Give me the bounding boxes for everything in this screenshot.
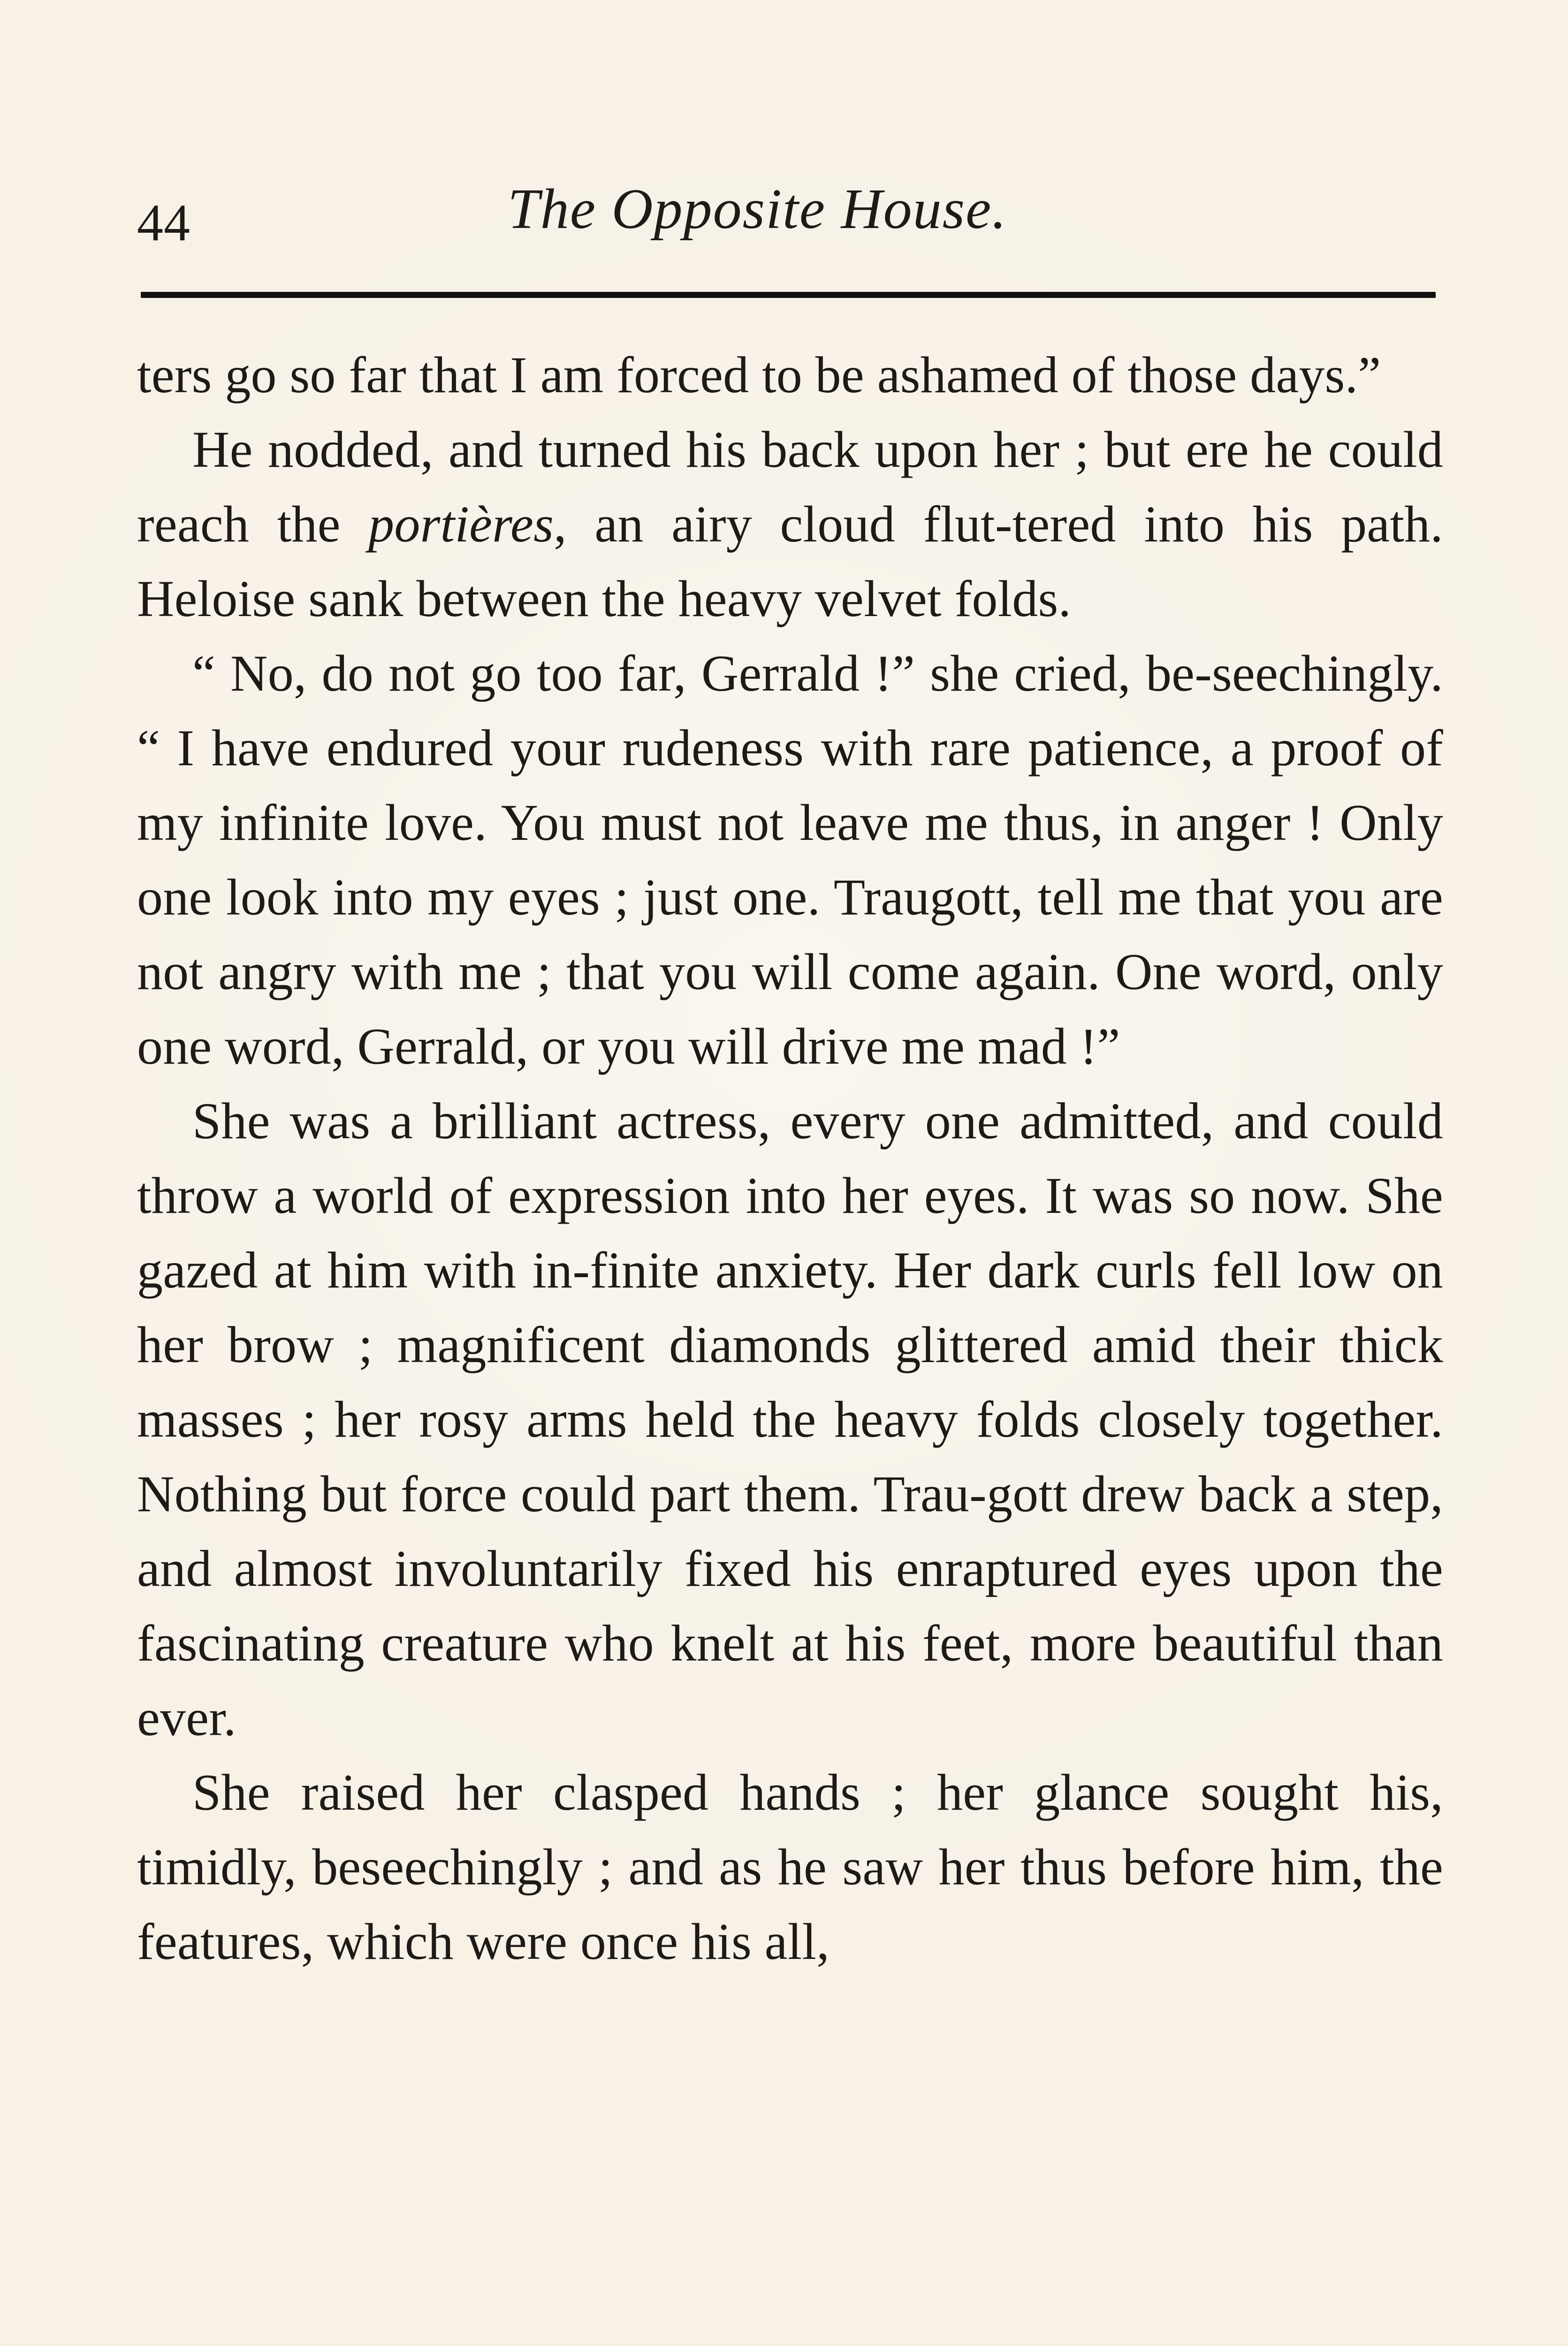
header-rule xyxy=(141,292,1436,298)
paragraph-2-text-before-italic: He nodded, and turned his back upon her ; but ere he could reach the xyxy=(137,421,1443,553)
running-title: The Opposite House. xyxy=(508,177,1007,241)
paragraph-2 xyxy=(137,412,1443,636)
paragraph-5: She raised her clasped hands ; her glance sought his, timidly, beseechingly ; and as he saw her thus before him, the features, which were once his all, xyxy=(137,1764,1443,1970)
paragraph-2-text-after-italic: , an airy cloud flut-tered into his path. Heloise sank between the heavy velvet folds. xyxy=(137,495,1443,627)
paragraph-3: “ No, do not go too far, Gerrald !” she cried, be-seechingly. “ I have endured your rudeness with rare patience, a proof of my infinite love. You must not leave me thus, in anger ! Only one look into my eyes ; just one. Traugott, tell me that you are not angry with me ; that you will come again. One word, only one word, Gerrald, or you will drive me mad !” xyxy=(137,645,1443,1075)
page-header xyxy=(137,177,1443,260)
paragraph-1: ters go so far that I am forced to be ashamed of those days.” xyxy=(137,346,1381,404)
page-number: 44 xyxy=(137,194,190,252)
page-text xyxy=(137,338,1443,1979)
paragraph-4: She was a brilliant actress, every one admitted, and could throw a world of expression into her eyes. It was so now. She gazed at him with in-finite anxiety. Her dark curls fell low on her brow ; magnificent diamonds glittered amid their thick masses ; her rosy arms held the heavy folds closely together. Nothing but force could part them. Trau-gott drew back a step, and almost involuntarily fixed his enraptured eyes upon the fascinating creature who knelt at his feet, more beautiful than ever. xyxy=(137,1092,1443,1746)
italic-portieres: portières xyxy=(368,495,554,553)
